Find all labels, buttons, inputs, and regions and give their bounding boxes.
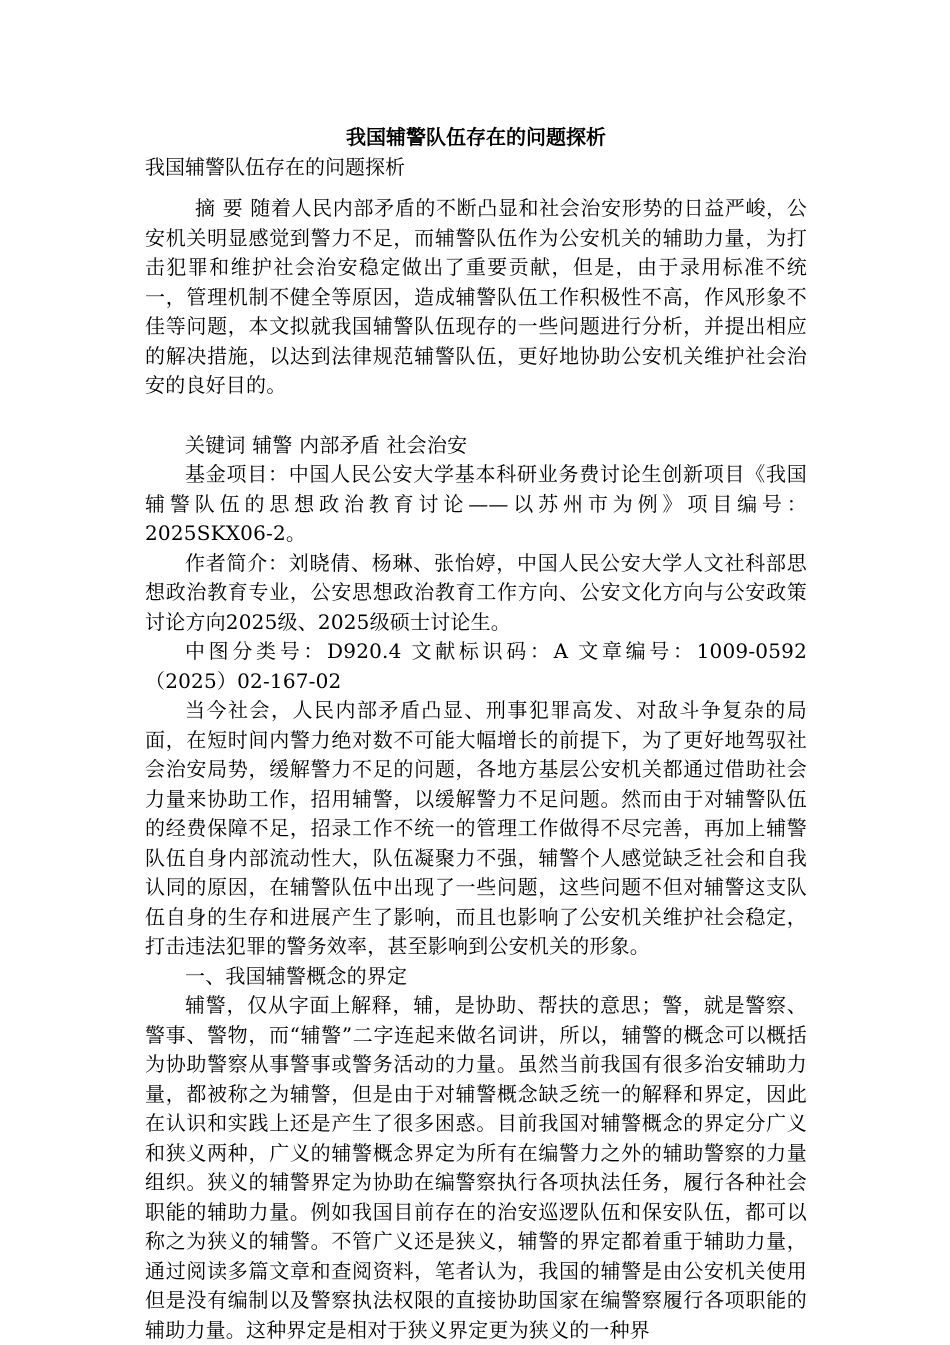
document-subtitle: 我国辅警队伍存在的问题探析 [145,155,405,179]
document-title: 我国辅警队伍存在的问题探析 [346,125,606,149]
keywords-line: 关键词 辅警 内部矛盾 社会治安 [185,432,468,457]
section-heading: 一、我国辅警概念的界定 [185,963,408,988]
paragraph-spacer [145,401,807,431]
classification-paragraph: 中图分类号：D920.4 文献标识码：A 文章编号：1009-0592（2025）02-167-02 [145,639,807,693]
document-page [145,122,807,1345]
intro-paragraph: 当今社会，人民内部矛盾凸显、刑事犯罪高发、对敌斗争复杂的局面，在短时间内警力绝对数不可能大幅增长的前提下，为了更好地驾驭社会治安局势，缓解警力不足的问题，各地方基层公安机关都通过借助社会力量来协助工作，招用辅警，以缓解警力不足问题。然而由于对辅警队伍的经费保障不足，招录工作不统一的管理工作做得不尽完善，再加上辅警队伍自身内部流动性大，队伍凝聚力不强，辅警个人感觉缺乏社会和自我认同的原因，在辅警队伍中出现了一些问题，这些问题不但对辅警这支队伍自身的生存和进展产生了影响，而且也影响了公安机关维护社会稳定，打击违法犯罪的警务效率，甚至影响到公安机关的形象。 [145,698,807,958]
section-body-paragraph: 辅警，仅从字面上解释，辅，是协助、帮扶的意思；警，就是警察、警事、警物，而“辅警”二字连起来做名词讲，所以，辅警的概念可以概括为协助警察从事警事或警务活动的力量。虽然当前我国有很多治安辅助力量，都被称之为辅警，但是由于对辅警概念缺乏统一的解释和界定，因此在认识和实践上还是产生了很多困惑。目前我国对辅警概念的界定分广义和狭义两种，广义的辅警概念界定为所有在编警力之外的辅助警察的力量组织。狭义的辅警界定为协助在编警察执行各项执法任务，履行各种社会职能的辅助力量。例如我国目前存在的治安巡逻队伍和保安队伍，都可以称之为狭义的辅警。不管广义还是狭义，辅警的界定都着重于辅助力量，通过阅读多篇文章和查阅资料，笔者认为，我国的辅警是由公安机关使用但是没有编制以及警察执法权限的直接协助国家在编警察履行各项职能的辅助力量。这种界定是相对于狭义界定更为狭义的一种界 [145,993,807,1342]
author-paragraph: 作者简介：刘晓倩、杨琳、张怡婷，中国人民公安大学人文社科部思想政治教育专业，公安思想政治教育工作方向、公安文化方向与公安政策讨论方向2025级、2025级硕士讨论生。 [145,550,807,634]
abstract-paragraph: 摘 要 随着人民内部矛盾的不断凸显和社会治安形势的日益严峻，公安机关明显感觉到警力不足，而辅警队伍作为公安机关的辅助力量，为打击犯罪和维护社会治安稳定做出了重要贡献，但是，由于录用标准不统一，管理机制不健全等原因，造成辅警队伍工作积极性不高，作风形象不佳等问题，本文拟就我国辅警队伍现存的一些问题进行分析，并提出相应的解决措施，以达到法律规范辅警队伍，更好地协助公安机关维护社会治安的良好目的。 [145,196,807,397]
fund-paragraph: 基金项目：中国人民公安大学基本科研业务费讨论生创新项目《我国辅警队伍的思想政治教育讨论——以苏州市为例》项目编号：2025SKX06-2。 [145,462,807,545]
